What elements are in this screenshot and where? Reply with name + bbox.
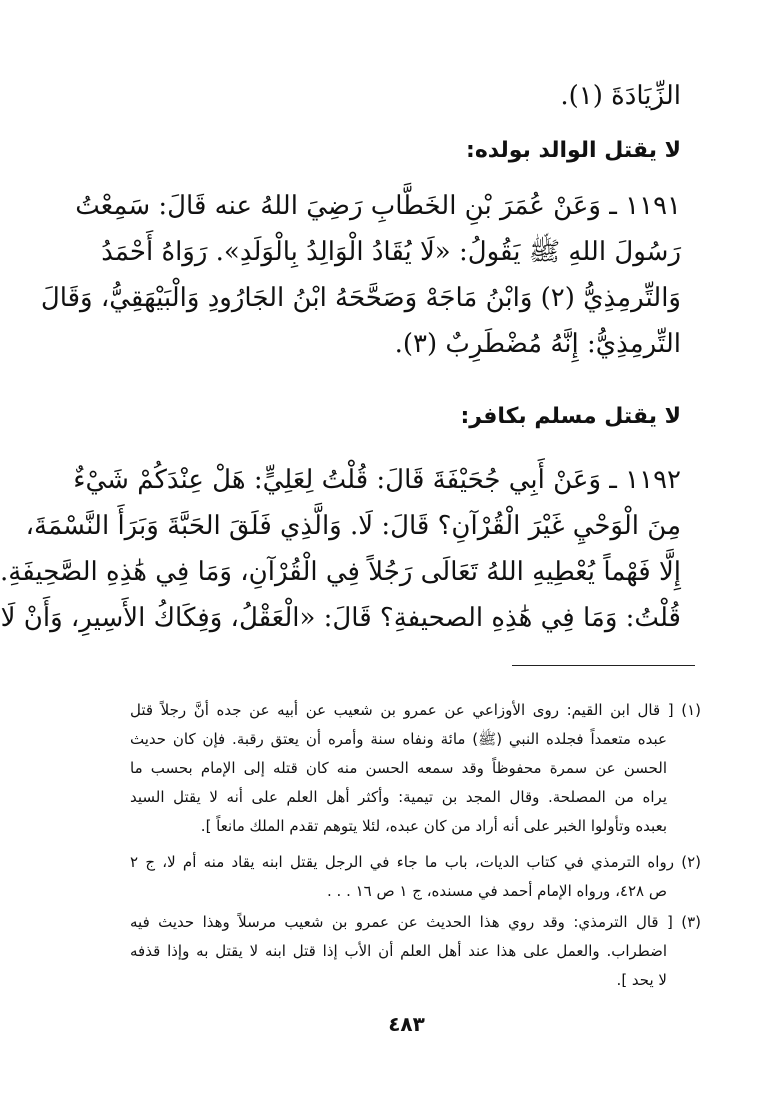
footnote-1-line-3: الحسن عن سمرة محفوظاً وقد سمعه الحسن منه كان قتله إلى الإمام بحسب ما xyxy=(130,759,667,777)
page-number: ٤٨٣ xyxy=(388,1012,425,1036)
hadith-1191-line-4: التِّرمِذِيُّ: إِنَّهُ مُضْطَرِبٌ (٣). xyxy=(394,329,681,359)
footnote-3-line-2: اضطراب. والعمل على هذا عند أهل العلم أن الأب إذا قتل ابنه لا يقتل به وإذا قذفه xyxy=(130,942,667,960)
hadith-1192-line-2: مِنَ الْوَحْيِ غَيْرَ الْقُرْآنِ؟ قَالَ: لَا. وَالَّذِي فَلَقَ الحَبَّةَ وَبَرَأَ النَّسْمَةَ، xyxy=(25,511,681,541)
hadith-1192-line-1: ١١٩٢ ـ وَعَنْ أَبِي جُحَيْفَةَ قَالَ: قُلْتُ لِعَلِيٍّ: هَلْ عِنْدَكُمْ شَيْءٌ xyxy=(73,465,681,495)
hadith-1191-line-1: ١١٩١ ـ وَعَنْ عُمَرَ بْنِ الخَطَّابِ رَضِيَ اللهُ عنه قَالَ: سَمِعْتُ xyxy=(75,191,681,221)
footnote-1-line-5: بعبده وتأولوا الخبر على أنه أراد من كان عبده، لئلا يتوهم تقدم الملك مانعاً ]. xyxy=(200,817,667,835)
hadith-1191-line-2: رَسُولَ اللهِ ﷺ يَقُولُ: «لَا يُقَادُ الْوَالِدُ بِالْوَلَدِ». رَوَاهُ أَحْمَدُ xyxy=(101,237,681,267)
intro-line: الزِّيَادَةَ (١). xyxy=(560,81,681,111)
section-heading-father-son: لا يقتل الوالد بولده: xyxy=(466,138,681,163)
hadith-1192-line-4: قُلْتُ: وَمَا فِي هَٰذِهِ الصحيفةِ؟ قَالَ: «الْعَقْلُ، وَفِكَاكُ الأَسِيرِ، وَأَنْ لَا xyxy=(0,603,681,633)
footnote-1-line-1: (١) [ قال ابن القيم: روى الأوزاعي عن عمرو بن شعيب عن أبيه عن جده أنَّ رجلاً قتل xyxy=(130,701,701,719)
footnote-2-line-2: ص ٤٢٨، ورواه الإمام أحمد في مسنده، ج ١ ص ١٦ . . . xyxy=(327,882,667,900)
hadith-1192-line-3: إِلَّا فَهْماً يُعْطِيهِ اللهُ تَعَالَى رَجُلاً فِي الْقُرْآنِ، وَمَا فِي هَٰذِهِ الصَّحِيفَةِ. xyxy=(0,557,681,587)
footnote-2-line-1: (٢) رواه الترمذي في كتاب الديات، باب ما جاء في الرجل يقتل ابنه يقاد منه أم لا، ج ٢ xyxy=(130,853,701,871)
hadith-1191-line-3: وَالتِّرمِذِيُّ (٢) وَابْنُ مَاجَهْ وَصَحَّحَهُ ابْنُ الجَارُودِ وَالْبَيْهَقِيُّ، وَقَالَ xyxy=(40,283,681,313)
section-heading-muslim-kafir: لا يقتل مسلم بكافر: xyxy=(460,404,681,429)
footnote-3-line-3: لا يحد ]. xyxy=(616,971,667,989)
footnote-3-line-1: (٣) [ قال الترمذي: وقد روي هذا الحديث عن عمرو بن شعيب مرسلاً وهذا حديث فيه xyxy=(130,913,701,931)
footnote-1-line-4: يراه من المصلحة. وقال المجد بن تيمية: وأكثر أهل العلم على أنه لا يقتل السيد xyxy=(130,788,667,806)
footnote-separator xyxy=(512,665,695,666)
footnote-1-line-2: عبده متعمداً فجلده النبي (ﷺ) مائة ونفاه سنة وأمره أن يعتق رقبة. فإن كان حديث xyxy=(130,730,667,748)
